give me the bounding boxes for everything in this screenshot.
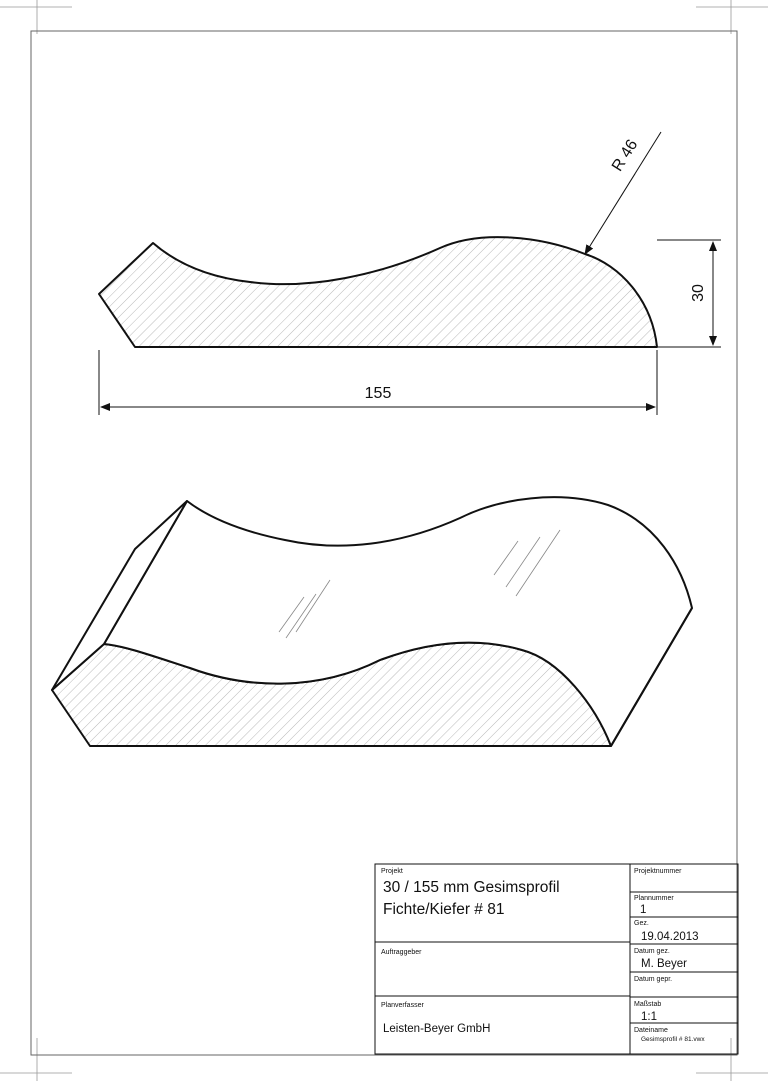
width-label: 155 (364, 385, 392, 402)
width-dimension (99, 350, 657, 415)
gez-label: Gez. (634, 920, 649, 927)
projekt-label: Projekt (381, 868, 403, 875)
title-block-text (381, 868, 705, 1043)
dateiname-label: Dateiname (634, 1027, 668, 1034)
plannummer-label: Plannummer (634, 895, 674, 902)
massstab-label: Maßstab (634, 1001, 662, 1008)
height-dimension (657, 240, 721, 347)
height-label: 30 (690, 284, 707, 302)
isometric-view (52, 497, 692, 746)
projekt-title-line2: Fichte/Kiefer # 81 (383, 901, 505, 918)
massstab-value: 1:1 (641, 1011, 657, 1023)
radius-label: R 46 (609, 136, 642, 175)
planverfasser-label: Planverfasser (381, 1002, 424, 1009)
gez-value: 19.04.2013 (641, 931, 699, 943)
profile-outline (99, 237, 657, 347)
projektnummer-label: Projektnummer (634, 868, 682, 875)
datum-gepr-label: Datum gepr. (634, 976, 673, 983)
projekt-title-line1: 30 / 155 mm Gesimsprofil (383, 879, 560, 896)
datum-gez-value: M. Beyer (641, 958, 688, 970)
auftraggeber-label: Auftraggeber (381, 949, 422, 956)
profile-section (99, 237, 657, 347)
radius-dimension (585, 132, 661, 254)
plannummer-value: 1 (640, 904, 647, 916)
dateiname-value: Gesimsprofil # 81.vwx (641, 1036, 705, 1043)
datum-gez-label: Datum gez. (634, 948, 670, 955)
planverfasser-value: Leisten-Beyer GmbH (383, 1023, 491, 1035)
